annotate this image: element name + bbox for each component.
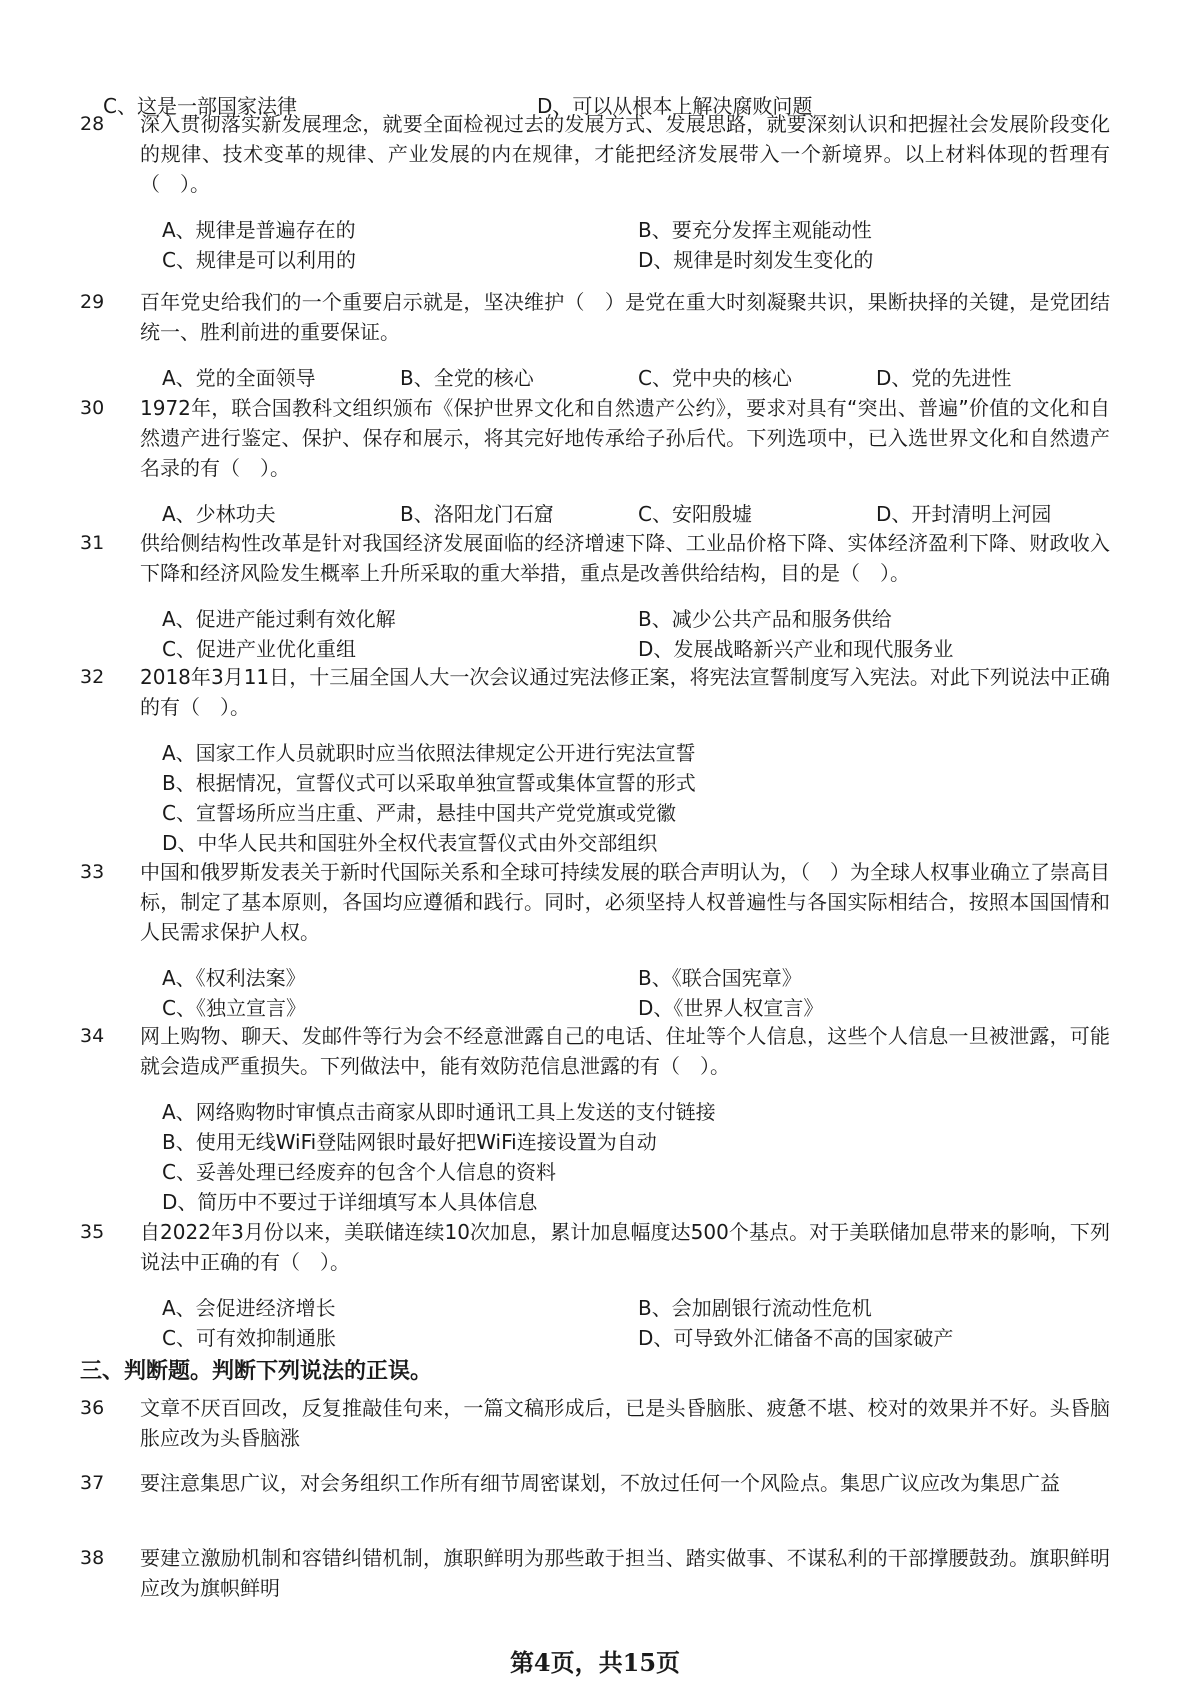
option-a: A、规律是普遍存在的	[162, 218, 356, 242]
options	[162, 363, 1110, 393]
option-d: D、党的先进性	[876, 366, 1012, 390]
option-b: B、要充分发挥主观能动性	[638, 218, 872, 242]
option-c: C、妥善处理已经废弃的包含个人信息的资料	[162, 1160, 556, 1184]
option-c: C、党中央的核心	[638, 366, 792, 390]
option-d: D、中华人民共和国驻外全权代表宣誓仪式由外交部组织	[162, 831, 658, 855]
question-33	[80, 857, 1110, 1023]
question-31	[80, 528, 1110, 664]
option-a: A、《权利法案》	[162, 966, 306, 990]
question-37	[80, 1468, 1110, 1498]
option-c: C、宣誓场所应当庄重、严肃，悬挂中国共产党党旗或党徽	[162, 801, 676, 825]
question-36	[80, 1393, 1110, 1453]
option-a: A、党的全面领导	[162, 366, 316, 390]
question-number: 34	[80, 1025, 105, 1047]
question-text: 网上购物、聊天、发邮件等行为会不经意泄露自己的电话、住址等个人信息，这些个人信息一旦被泄露，可能就会造成严重损失。下列做法中，能有效防范信息泄露的有（ ）。	[140, 1024, 1110, 1078]
options	[162, 1293, 1110, 1353]
question-32	[80, 662, 1110, 858]
question-number: 36	[80, 1397, 105, 1419]
option-a: A、网络购物时审慎点击商家从即时通讯工具上发送的支付链接	[162, 1100, 716, 1124]
option-c: C、可有效抑制通胀	[162, 1326, 336, 1350]
question-34	[80, 1021, 1110, 1217]
options	[162, 604, 1110, 664]
option-b: B、全党的核心	[400, 366, 534, 390]
option-d: D、可以从根本上解决腐败问题	[537, 94, 813, 118]
question-text: 要建立激励机制和容错纠错机制，旗职鲜明为那些敢于担当、踏实做事、不谋私利的干部撑腰鼓劲。旗职鲜明应改为旗帜鲜明	[140, 1546, 1110, 1600]
option-b: B、《联合国宪章》	[638, 966, 802, 990]
options	[162, 963, 1110, 1023]
option-c: C、促进产业优化重组	[162, 637, 356, 661]
question-number: 31	[80, 532, 105, 554]
question-text: 要注意集思广议，对会务组织工作所有细节周密谋划，不放过任何一个风险点。集思广议应改为集思广益	[140, 1471, 1060, 1495]
option-a: A、会促进经济增长	[162, 1296, 336, 1320]
option-d: D、可导致外汇储备不高的国家破产	[638, 1326, 954, 1350]
question-number: 35	[80, 1221, 105, 1243]
question-text: 深入贯彻落实新发展理念，就要全面检视过去的发展方式、发展思路，就要深刻认识和把握社会发展阶段变化的规律、技术变革的规律、产业发展的内在规律，才能把经济发展带入一个新境界。以上材料体现的哲理有（ ）。	[140, 112, 1110, 196]
options	[162, 738, 1110, 858]
question-29	[80, 287, 1110, 393]
question-35	[80, 1217, 1110, 1353]
option-a: A、少林功夫	[162, 502, 276, 526]
option-d: D、规律是时刻发生变化的	[638, 248, 874, 272]
option-b: B、会加剧银行流动性危机	[638, 1296, 872, 1320]
option-b: B、根据情况，宣誓仪式可以采取单独宣誓或集体宣誓的形式	[162, 771, 696, 795]
options	[162, 215, 1110, 275]
option-d: D、开封清明上河园	[876, 502, 1052, 526]
question-38	[80, 1543, 1110, 1603]
question-number: 37	[80, 1472, 105, 1494]
option-d: D、《世界人权宣言》	[638, 996, 824, 1020]
option-c: C、这是一部国家法律	[103, 94, 297, 118]
question-text: 文章不厌百回改，反复推敲佳句来，一篇文稿形成后，已是头昏脑胀、疲惫不堪、校对的效果并不好。头昏脑胀应改为头昏脑涨	[140, 1396, 1110, 1450]
option-d: D、发展战略新兴产业和现代服务业	[638, 637, 954, 661]
options	[162, 499, 1110, 529]
question-28	[80, 109, 1110, 275]
options	[162, 1097, 1110, 1217]
question-30	[80, 393, 1110, 529]
question-text: 供给侧结构性改革是针对我国经济发展面临的经济增速下降、工业品价格下降、实体经济盈利下降、财政收入下降和经济风险发生概率上升所采取的重大举措，重点是改善供给结构，目的是（ ）。	[140, 531, 1110, 585]
question-text: 1972年，联合国教科文组织颁布《保护世界文化和自然遗产公约》，要求对具有“突出、普遍”价值的文化和自然遗产进行鉴定、保护、保存和展示，将其完好地传承给子孙后代。下列选项中，已入选世界文化和自然遗产名录的有（ ）。	[140, 396, 1110, 480]
option-c: C、《独立宣言》	[162, 996, 306, 1020]
option-a: A、促进产能过剩有效化解	[162, 607, 396, 631]
question-number: 28	[80, 113, 105, 135]
question-number: 29	[80, 291, 105, 313]
question-number: 30	[80, 397, 105, 419]
question-number: 33	[80, 861, 105, 883]
option-a: A、国家工作人员就职时应当依照法律规定公开进行宪法宣誓	[162, 741, 696, 765]
option-b: B、使用无线WiFi登陆网银时最好把WiFi连接设置为自动	[162, 1130, 657, 1154]
option-b: B、减少公共产品和服务供给	[638, 607, 892, 631]
question-text: 自2022年3月份以来，美联储连续10次加息，累计加息幅度达500个基点。对于美联储加息带来的影响，下列说法中正确的有（ ）。	[140, 1220, 1110, 1274]
question-text: 百年党史给我们的一个重要启示就是，坚决维护（ ）是党在重大时刻凝聚共识，果断抉择的关键，是党团结统一、胜利前进的重要保证。	[140, 290, 1110, 344]
question-number: 32	[80, 666, 105, 688]
option-d: D、简历中不要过于详细填写本人具体信息	[162, 1190, 538, 1214]
section-title: 三、判断题。判断下列说法的正误。	[80, 1359, 433, 1384]
question-number: 38	[80, 1547, 105, 1569]
option-b: B、洛阳龙门石窟	[400, 502, 554, 526]
option-c: C、安阳殷墟	[638, 502, 752, 526]
option-c: C、规律是可以利用的	[162, 248, 356, 272]
page-footer: 第4页，共15页	[509, 1648, 681, 1677]
question-text: 2018年3月11日，十三届全国人大一次会议通过宪法修正案，将宪法宣誓制度写入宪法。对此下列说法中正确的有（ ）。	[140, 665, 1110, 719]
question-text: 中国和俄罗斯发表关于新时代国际关系和全球可持续发展的联合声明认为，（ ）为全球人权事业确立了崇高目标，制定了基本原则，各国均应遵循和践行。同时，必须坚持人权普遍性与各国实际相结合，按照本国国情和人民需求保护人权。	[140, 860, 1110, 944]
